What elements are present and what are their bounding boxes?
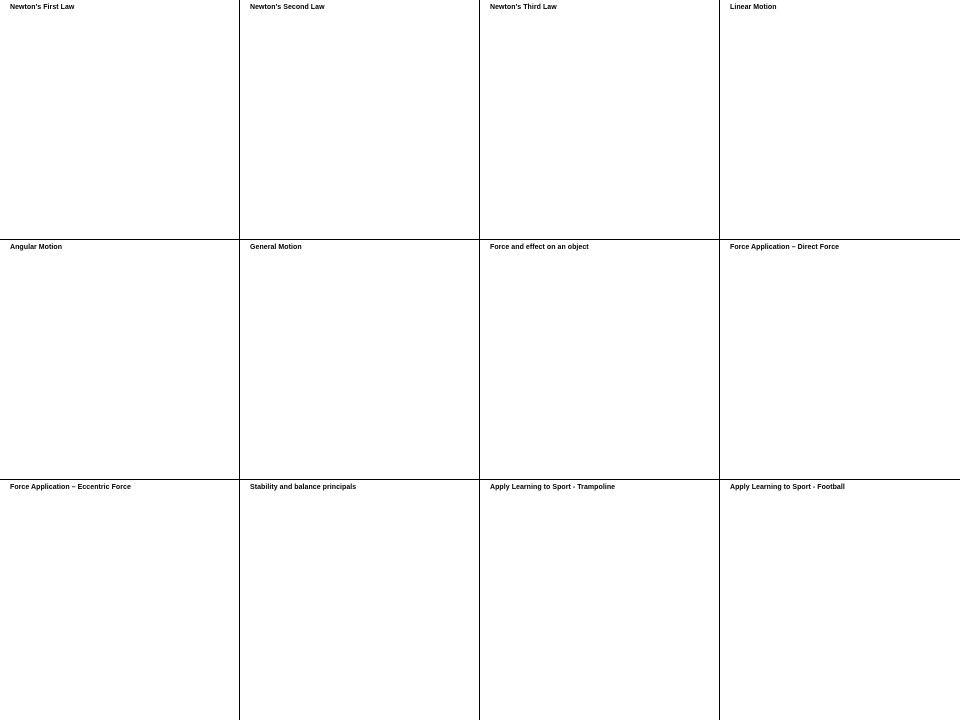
cell-stability-and-balance: [240, 480, 480, 720]
cell-title: Stability and balance principals: [250, 484, 357, 491]
notes-area[interactable]: [250, 498, 469, 712]
cell-newtons-third-law: [480, 0, 720, 240]
cell-angular-motion: [0, 240, 240, 480]
cell-title: Newton's Third Law: [490, 4, 557, 11]
notes-area[interactable]: [10, 258, 229, 471]
cell-title: General Motion: [250, 244, 302, 251]
notes-area[interactable]: [490, 498, 709, 712]
cell-apply-learning-trampoline: [480, 480, 720, 720]
cell-force-and-effect: [480, 240, 720, 480]
cell-apply-learning-football: [720, 480, 960, 720]
notes-area[interactable]: [250, 258, 469, 471]
cell-title: Force Application – Direct Force: [730, 244, 840, 251]
notes-area[interactable]: [730, 258, 950, 471]
cell-force-application-eccentric: [0, 480, 240, 720]
cell-title: Linear Motion: [730, 4, 777, 11]
notes-area[interactable]: [10, 498, 229, 712]
notes-area[interactable]: [10, 18, 229, 231]
cell-title: Apply Learning to Sport - Trampoline: [490, 484, 616, 491]
cell-title: Force Application – Eccentric Force: [10, 484, 131, 491]
cell-newtons-second-law: [240, 0, 480, 240]
cell-force-application-direct: [720, 240, 960, 480]
notes-area[interactable]: [250, 18, 469, 231]
cell-newtons-first-law: [0, 0, 240, 240]
cell-title: Newton's First Law: [10, 4, 75, 11]
cell-title: Newton's Second Law: [250, 4, 325, 11]
cell-title: Apply Learning to Sport - Football: [730, 484, 845, 491]
notes-area[interactable]: [490, 18, 709, 231]
notes-area[interactable]: [730, 498, 950, 712]
notes-area[interactable]: [490, 258, 709, 471]
cell-general-motion: [240, 240, 480, 480]
cell-linear-motion: [720, 0, 960, 240]
notes-area[interactable]: [730, 18, 950, 231]
cell-title: Angular Motion: [10, 244, 63, 251]
cell-title: Force and effect on an object: [490, 244, 589, 251]
